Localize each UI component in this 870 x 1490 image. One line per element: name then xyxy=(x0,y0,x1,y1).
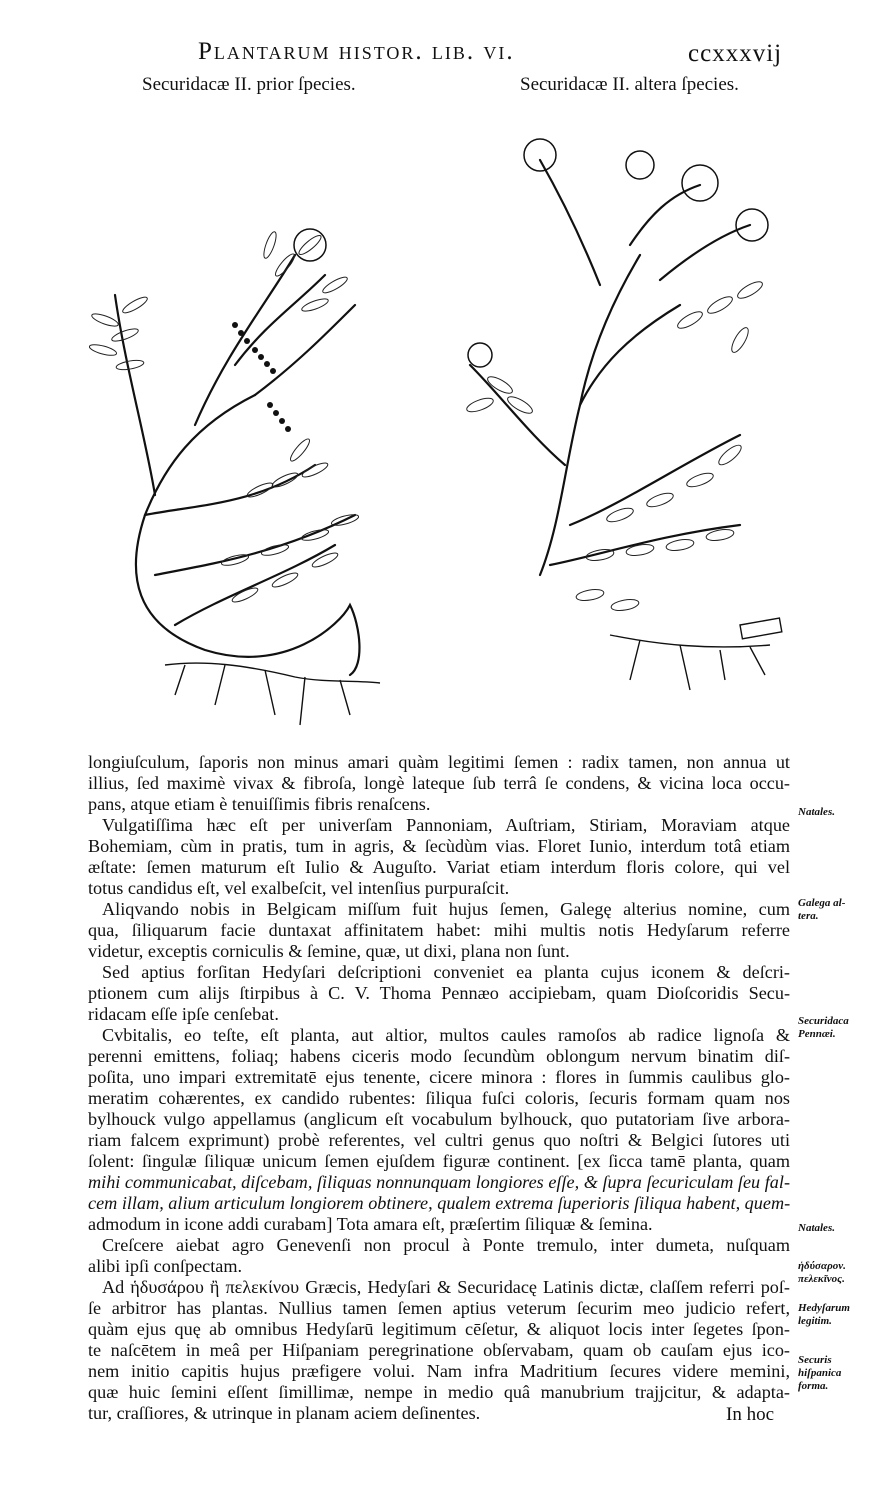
left-figure-caption: Securidacæ II. prior ſpecies. xyxy=(142,74,356,95)
text-line: pans, atque etiam è tenuiſſimis fibris renaſcens. xyxy=(88,794,431,814)
text-line: quàm ejus quę ab omnibus Hedyſarū legitimum cēſetur, & aliquot locis inter ſegetes ſpon- xyxy=(88,1319,790,1339)
catchword: In hoc xyxy=(726,1404,775,1425)
text-line: Ad ἡδυσάρου ἢ πελεκίνου Græcis, Hedyſari & Securidacę Latinis dictæ, claſſem referri poſ- xyxy=(102,1277,790,1297)
text-line: te naſcētem in meâ per Hiſpaniam peregrinatione obſervabam, quam ob cauſam ejus ico- xyxy=(88,1340,790,1360)
text-line: ſolent: ſingulæ ſiliquæ unicum ſemen ejuſdem figuræ continent. [ex ſicca tamē planta, quam xyxy=(88,1151,790,1171)
left-plant-woodcut xyxy=(85,105,395,745)
text-line: ſe arbitror has plantas. Nullius tamen ſemen aptius veterum ſecurim meo judicio refert, xyxy=(88,1298,790,1318)
text-line: quæ huic ſemini eſſent ſimillimæ, nempe in medio quâ manubrium trajjcitur, & adapta- xyxy=(88,1382,790,1402)
margin-note: Securidaca Pennæi. xyxy=(798,1015,849,1040)
text-line: tur, craſſiores, & utrinque in planam aciem deſinentes. xyxy=(88,1403,481,1423)
right-plant-woodcut xyxy=(440,105,790,705)
margin-note: Natales. xyxy=(798,806,835,818)
text-line: cem illam, alium articulum longiorem obtinere, qualem extrema ſuperioris ſiliqua habent, quem- xyxy=(88,1193,790,1213)
margin-note: Hedyſarum legitim. xyxy=(798,1302,850,1327)
text-line: alibi ipſi conſpectam. xyxy=(88,1256,243,1276)
text-line: Sed aptius forſitan Hedyſari deſcriptioni conveniet ea planta cujus iconem & deſcri- xyxy=(102,962,790,982)
text-line: perenni emittens, foliaq; habens ciceris modo ſecundùm oblongum nervum binatim diſ- xyxy=(88,1046,790,1066)
margin-note: ἡδύσαρον. πελεκῖνος. xyxy=(798,1260,846,1285)
text-line: Bohemiam, cùm in pratis, tum in agris, & ſecùdùm vias. Floret Iunio, interdum totâ etiam xyxy=(88,836,790,856)
text-line: Creſcere aiebat agro Genevenſi non procul à Ponte tremulo, inter dumeta, nuſquam xyxy=(102,1235,790,1255)
text-line: Aliqvando nobis in Belgicam miſſum fuit hujus ſemen, Galegę alterius nomine, cum xyxy=(102,899,790,919)
text-line: longiuſculum, ſaporis non minus amari quàm legitimi ſemen : radix tamen, non annua ut xyxy=(88,752,790,772)
text-line: Vulgatiſſima hæc eſt per univerſam Pannoniam, Auſtriam, Stiriam, Moraviam atque xyxy=(102,815,790,835)
margin-note: Securis hiſpanica forma. xyxy=(798,1354,842,1392)
text-line: nem initio capitis hujus præfigere volui. Nam infra Madritium ſecures videre memini, xyxy=(88,1361,790,1381)
text-line: æſtate: ſemen maturum eſt Iulio & Auguſto. Variat etiam interdum floris colore, qui vel xyxy=(88,857,790,877)
margin-note: Natales. xyxy=(798,1222,835,1234)
text-line: poſita, uno impari extremitatē ejus tenente, cicere minora : flores in ſummis caulibus glo- xyxy=(88,1067,790,1087)
text-line: Cvbitalis, eo teſte, eſt planta, aut altior, multos caules ramoſos ab radice lignoſa & xyxy=(102,1025,790,1045)
text-line: meratim cohærentes, ex candido rubentes: ſiliqua fuſci coloris, ſecuris formam quam nos xyxy=(88,1088,790,1108)
text-line: admodum in icone addi curabam] Tota amara eſt, præſertim ſiliquæ & ſemina. xyxy=(88,1214,653,1234)
text-line: bylhouck vulgo appellamus (anglicum eſt vocabulum bylhouck, quo putatoriam ſive arbora- xyxy=(88,1109,790,1129)
text-line: illius, ſed maximè vivax & fibroſa, longè lateque ſub terrâ ſe condens, & vicina loca occu- xyxy=(88,773,790,793)
text-line: videtur, exceptis corniculis & ſemine, quæ, ut dixi, plana non ſunt. xyxy=(88,941,570,961)
text-line: ridacam eſſe ipſe cenſebat. xyxy=(88,1004,279,1024)
text-line: riam falcem exprimunt) probè referentes, vel cultri genus quo noſtri & Belgici ſutores uti xyxy=(88,1130,790,1150)
left-plant-illustration xyxy=(85,105,395,745)
running-title: Plantarum histor. lib. vi. xyxy=(198,38,515,65)
text-line: mihi communicabat, diſcebam, ſiliquas nonnunquam longiores eſſe, & ſupra ſecuriculam ſeu fal- xyxy=(88,1172,790,1192)
right-plant-illustration xyxy=(440,105,790,705)
text-line: totus candidus eſt, vel exalbeſcit, vel intenſius purpuraſcit. xyxy=(88,878,510,898)
margin-note: Galega al-tera. xyxy=(798,897,846,922)
folio-number: ccxxxvij xyxy=(688,40,783,67)
body-text xyxy=(88,752,790,1424)
text-line: ptionem cum alijs ſtirpibus à C. V. Thoma Pennæo accipiebam, quam Dioſcoridis Secu- xyxy=(88,983,790,1003)
text-line: qua, ſiliquarum facie duntaxat affinitatem habet: mihi multis notis Hedyſarum referre xyxy=(88,920,790,940)
right-figure-caption: Securidacæ II. altera ſpecies. xyxy=(520,74,739,95)
